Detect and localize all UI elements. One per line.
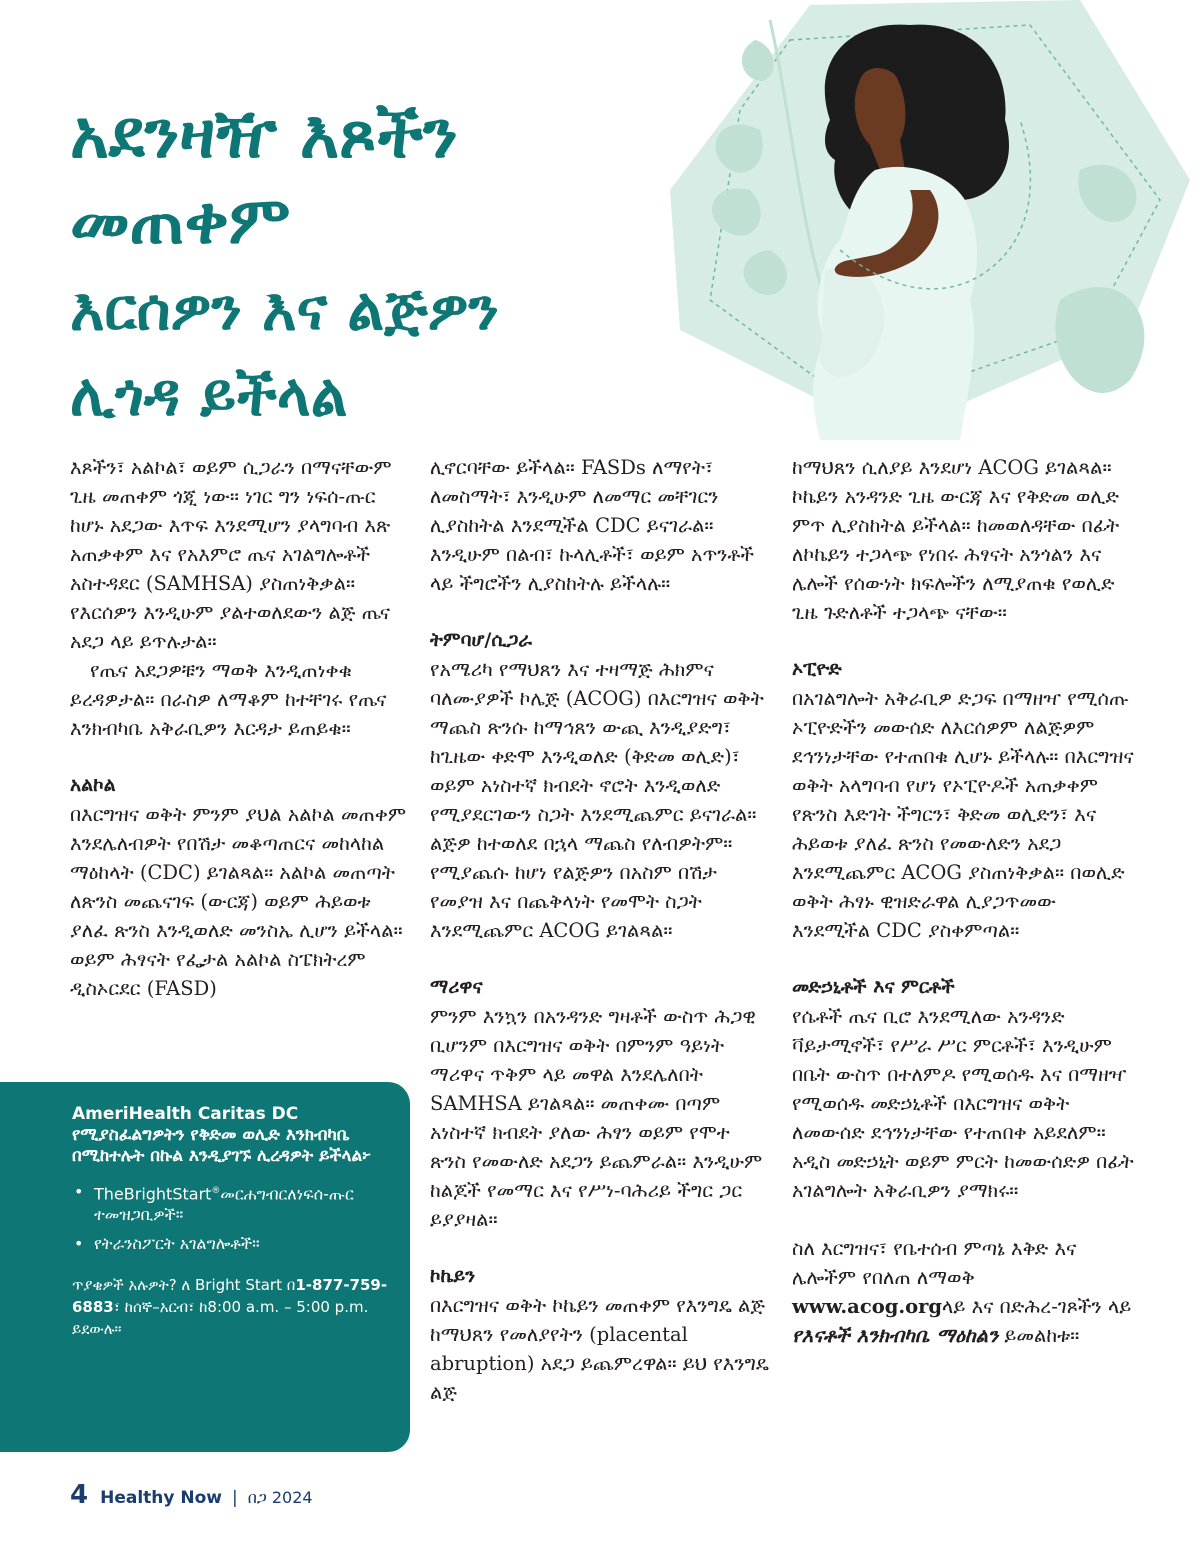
learn-more-paragraph [792,1234,1137,1350]
alcohol-paragraph-continued: ሊኖርባቸው ይችላል። FASDs ለማየት፣ ለመስማት፣ እንዲሁም ለመማር መቸገርን ሊያስከትል እንደሚችል CDC ይናገራል። እንዲሁም በልብ፣ ኩላሊቶች፣ ወይም አጥንቶች ላይ ችግሮችን ሊያስከትሉ ይችላሉ። [430,456,755,595]
cocaine-heading: ኮኬይን [430,1265,476,1287]
alcohol-paragraph: በእርግዝና ወቅት ምንም ያህል አልኮል መጠቀም እንደሌለብዎት የበሽታ መቆጣጠርና መከላከል ማዕከላት (CDC) ይገልጻል። አልኮል መጠጣት ለጽንስ መጨናገፍ (ውርጃ) ወይም ሕይወቱ ያለፈ ጽንስ እንዲወለድ መንስኤ ሊሆን ይችላል። ወይም ሕፃናት የፌታል አልኮል ስፔክትረም ዲስኦርደር (FASD) [70,803,407,1000]
contact-text [72,1274,390,1340]
contact-question: ጥያቄዎች አሉዎት? ለ Bright Start በ [72,1276,296,1295]
article-title [70,92,710,436]
footer-separator: | [232,1488,238,1508]
info-box-list [72,1181,390,1254]
alcohol-heading: አልኮል [70,774,116,796]
title-line-3: እርሰዎን እና ልጅዎን [70,275,499,343]
learn-more-mid: ላይ እና በድሕረ-ገጾችን ላይ [942,1295,1132,1318]
phone-number[interactable]: 1-877-759-6883 [72,1276,388,1317]
learn-more-text: ስለ እርግዝና፣ የቤተሰብ ምጣኔ እቅድ እና ሌሎችም የበለጠ ለማወቅ [792,1237,1077,1289]
title-line-4: ሊጎዳ ይችላል [70,361,348,429]
magazine-name: Healthy Now [100,1488,222,1508]
intro-paragraph-2: የጤና አደጋዎቹን ማወቅ እንዲጠነቀቁ ይረዳዎታል። በራስዎ ለማቆም ከተቸገሩ የጤና እንክብካቤ አቅራቢዎን እርዳታ ይጠይቁ። [70,659,387,740]
title-line-2: መጠቀም [70,182,291,259]
marijuana-heading: ማሪዋና [430,976,483,998]
issue-label: በጋ 2024 [247,1488,313,1507]
info-box [0,1082,410,1452]
contact-hours: ፣ ከሰኞ–አርብ፣ ከ8:00 a.m. – 5:00 p.m. ይደውሉ። [72,1298,369,1339]
title-line-1: አደንዛዥ እጾችን [70,96,458,173]
marijuana-paragraph: ምንም እንኳን በአንዳንድ ግዛቶች ውስጥ ሕጋዊ ቢሆንም በእርግዝና ወቅት በምንም ዓይነት ማሪዋና ጥቅም ላይ መዋል እንደሌለበት SAMHSA ይገልጻል። መጠቀሙ በጣም አነስተኛ ክብደት ያለው ሕፃን ወይም የሞተ ጽንስ የመውለድ አደጋን ይጨምራል። እንዲሁም ከልጆች የመማር እና የሥነ-ባሕሪይ ችግር ጋር ይያያዛል። [430,1005,763,1231]
cocaine-paragraph-continued: ከማህጸን ሲለያይ እንደሆነ ACOG ይገልጻል። ኮኬይን አንዳንድ ጊዜ ውርጃ እና የቅድመ ወሊድ ምጥ ሊያስከትል ይችላል። ከመወለዳቸው በፊት ለኮኬይን ተጋላጭ የነበሩ ሕፃናት አንጎልን እና ሌሎች የሰውነት ክፍሎችን ለሚያጠቁ የወሊድ ጊዜ ጉድለቶች ተጋላጭ ናቸው። [792,456,1120,624]
tobacco-heading: ትምባሆ/ሲጋራ [430,629,532,651]
opioid-heading: ኦፒዮድ [792,658,842,680]
info-box-heading [72,1104,390,1167]
bright-start-brand: TheBrightStart [94,1184,212,1204]
learn-more-end: ይመልከቱ። [998,1324,1080,1347]
info-box-org: AmeriHealth Caritas DC [72,1104,299,1124]
tobacco-paragraph: የአሜሪካ የማህጸን እና ተዛማጅ ሕክምና ባለሙያዎች ኮሌጅ (ACOG) በእርግዝና ወቅት ማጨስ ጽንሱ ከማኅጸን ውጪ እንዲያድግ፣ ከጊዜው ቀድሞ እንዲወለድ (ቅድመ ወሊድ)፣ ወይም አነስተኛ ክብደት ኖሮት እንዲወለድ የሚያደርገውን ስጋት እንደሚጨምር ይናገራል። ልጅዎ ከተወለደ በኋላ ማጨስ የለብዎትም። የሚያጨሱ ከሆነ የልጅዎን በአስም በሽታ የመያዝ እና በጨቅላነት የመሞት ስጋት እንደሚጨምር ACOG ይገልጻል። [430,658,764,942]
column-1 [70,453,410,1003]
bright-start-text: መርሐግብርለነፍሰ-ጡር ተመዝጋቢዎች። [94,1184,354,1225]
opioid-paragraph: በአገልግሎት አቅራቢዎ ድጋፍ በማዘዣ የሚሰጡ ኦፒዮድችን መውሰድ ለእርሰዎም ለልጅዎም ደኅንነታቸው የተጠበቁ ሊሆኑ ይችላሉ። በእርግዝና ወቅት አላግባብ የሆነ የኦፒዮዶች አጠቃቀም የጽንስ እድገት ችግርን፣ ቅድመ ወሊድን፣ እና ሕይወቱ ያለፈ ጽንስ የመውለድን አደጋ እንደሚጨምር ACOG ያስጠነቅቃል። በወሊድ ወቅት ሕፃኑ ዊዝድራዋል ሊያጋጥመው እንደሚችል CDC ያስቀምጣል። [792,687,1134,942]
list-item: • የትራንስፖርት አገልግሎቶች። [94,1233,390,1254]
page-number: 4 [70,1480,89,1510]
pregnant-woman-illustration [660,0,1200,440]
info-box-subheading: የሚያስፈልግዎትን የቅድመ ወሊድ እንክብካቤ በሚከተሉት በኩል እንዲያገኙ ሊረዳዎት ይችላል፦ [72,1125,372,1166]
column-3 [792,453,1137,1350]
page-footer [70,1480,313,1510]
medications-paragraph: የሴቶች ጤና ቢሮ እንደሚለው አንዳንድ ቫይታሚኖች፣ የሥራ ሥር ምርቶች፣ እንዲሁም በቤት ውስጥ በተለምዶ የሚወሰዱ እና በማዘዣ የሚወሰዱ መድኃኒቶች በእርግዝና ወቅት ለመውሰድ ደኅንነታቸው የተጠበቀ አይደለም። አዲስ መድኃኒት ወይም ምርት ከመውሰድዎ በፊት አገልግሎት አቅራቢዎን ያማክሩ። [792,1005,1134,1202]
column-2 [430,453,770,1407]
list-item [94,1181,390,1225]
intro-paragraph: እጾችን፣ አልኮል፣ ወይም ሲጋራን በማናቸውም ጊዜ መጠቀም ጎጂ ነው። ነገር ግን ነፍሰ-ጡር ከሆኑ አደጋው እጥፍ እንደሚሆን ያላግባብ እጽ አጠቃቀም እና የአእምሮ ጤና አገልግሎቶች አስተዳደር (SAMHSA) ያስጠነቅቃል። የእርሰዎን እንዲሁም ያልተወለደውን ልጅ ጤና አደጋ ላይ ይጥሉታል። [70,456,392,653]
cocaine-paragraph: በእርግዝና ወቅት ኮኬይን መጠቀም የእንግዴ ልጅ ከማህጸን የመለያየትን (placental abruption) አደጋ ይጨምረዋል። ይህ የእንግዴ ልጅ [430,1294,769,1404]
maternity-center-link[interactable]: የእናቶች እንክብካቤ ማዕከልን [792,1324,999,1347]
registered-mark: ® [211,1186,221,1196]
acog-link[interactable]: www.acog.org [792,1295,943,1318]
medications-heading: መድኃኒቶች እና ምርቶች [792,976,955,998]
